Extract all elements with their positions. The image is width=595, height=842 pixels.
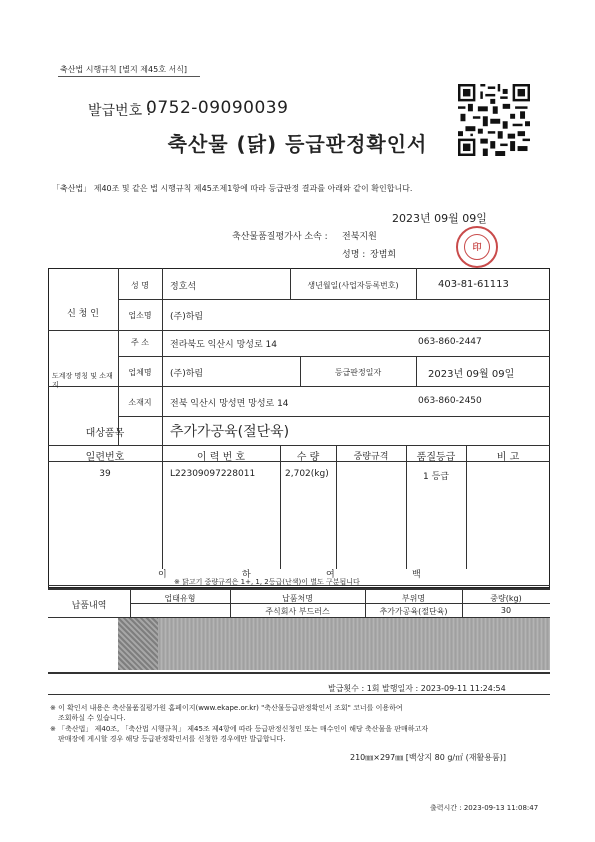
seal-text: 印 [472, 243, 482, 253]
applicant-phone: 063-860-2447 [418, 337, 482, 347]
applicant-birth-label: 생년월일(사업자등록번호) [307, 281, 399, 290]
item-label: 대상품목 [85, 428, 125, 439]
end-marker-3: 여 [326, 570, 335, 580]
end-marker-4: 백 [412, 570, 421, 580]
row-serial: 39 [99, 469, 111, 479]
end-marker-2: 하 [242, 570, 251, 580]
facility-phone: 063-860-2450 [418, 396, 482, 406]
barcode-image [118, 618, 550, 670]
grading-date-label: 등급판정일자 [334, 368, 382, 377]
applicant-address: 전라북도 익산시 망성로 14 [170, 340, 277, 350]
issue-number: 0752-09090039 [146, 98, 289, 118]
delivery-client-header: 납품처명 [282, 594, 313, 603]
footer-note-2b: 판매장에 게시할 경우 해당 등급판정확인서를 신청한 경우에만 발급합니다. [58, 735, 286, 743]
facility-section-label: 도계장 명칭 및 소재지 [52, 372, 113, 389]
applicant-section-label: 신 청 인 [67, 309, 99, 319]
applicant-company-label: 업소명 [128, 311, 152, 320]
col-grade-header: 품질등급 [416, 452, 456, 463]
evaluator-org: 전북지원 [342, 232, 377, 242]
form-reference: 축산법 시행규칙 [별지 제45호 서식] [60, 65, 188, 74]
evaluator-name-label: 성명 : [342, 250, 366, 260]
delivery-label: 납품내역 [71, 601, 107, 611]
col-qty-header: 수 량 [296, 452, 320, 463]
print-time: 출력시간 : 2023-09-13 11:08:47 [430, 804, 539, 812]
col-serial-header: 일련번호 [85, 452, 125, 463]
row-grade: 1 등급 [423, 472, 449, 482]
facility-location: 전북 익산시 망성면 망성로 14 [170, 399, 289, 409]
document-title: 축산물 (닭) 등급판정확인서 [167, 132, 428, 156]
grading-date: 2023년 09월 09일 [428, 369, 515, 380]
delivery-part: 추가가공육(절단육) [379, 607, 448, 616]
evaluator-org-label: 축산물품질평가사 소속 : [232, 232, 328, 242]
applicant-company: (주)하림 [170, 312, 204, 322]
issue-number-label: 발급번호 : [88, 103, 152, 119]
official-seal-icon [456, 226, 498, 268]
applicant-name-label: 성 명 [131, 281, 149, 290]
facility-name: (주)하림 [170, 369, 204, 379]
footer-note-1: ※ 이 확인서 내용은 축산물품질평가원 홈페이지(www.ekape.or.kr) "축산물등급판정확인서 조회" 코너를 이용하여 [50, 704, 403, 712]
applicant-name: 정호석 [170, 282, 197, 292]
print-info: 발급횟수 : 1회 발행일자 : 2023-09-11 11:24:54 [328, 684, 506, 693]
applicant-birth: 403-81-61113 [438, 279, 509, 290]
facility-name-label: 업체명 [128, 368, 152, 377]
item-value: 추가가공육(절단육) [170, 424, 290, 440]
delivery-type-header: 업태유형 [164, 594, 196, 603]
paper-spec: 210㎜×297㎜ [백상지 80 g/㎡ (재활용품)] [350, 753, 506, 762]
statement-text: 「축산법」 제40조 및 같은 법 시행규칙 제45조제1항에 따라 등급판정 결과를 아래와 같이 확인합니다. [52, 184, 413, 193]
col-note-header: 비 고 [496, 452, 520, 463]
end-marker-1: 이 [158, 570, 167, 580]
evaluator-name: 장범희 [370, 250, 397, 260]
row-quantity: 2,702(kg) [285, 469, 329, 479]
row-trace-number: L22309097228011 [170, 469, 256, 479]
col-trace-header: 이 력 번 호 [196, 452, 246, 463]
facility-location-label: 소재지 [128, 398, 152, 407]
table-footnote: ※ 닭고기 중량규격은 1+, 1, 2등급(난색)이 별도 구분됩니다 [174, 578, 360, 586]
delivery-weight: 30 [500, 606, 512, 615]
issue-date: 2023년 09월 09일 [392, 212, 487, 225]
footer-note-2: ※ 「축산법」 제40조, 「축산법 시행규칙」 제45조 제4항에 따라 등급판정신청인 또는 매수인이 해당 축산물을 판매하고자 [50, 725, 429, 733]
applicant-address-label: 주 소 [131, 338, 149, 347]
delivery-part-header: 부위명 [401, 594, 426, 603]
delivery-weight-header: 중량(kg) [490, 594, 522, 603]
col-weight-header: 중량규격 [353, 452, 389, 462]
footer-note-1b: 조회하실 수 있습니다. [58, 714, 126, 722]
delivery-client: 주식회사 부드러스 [265, 607, 330, 616]
form-reference-underline [58, 76, 200, 77]
